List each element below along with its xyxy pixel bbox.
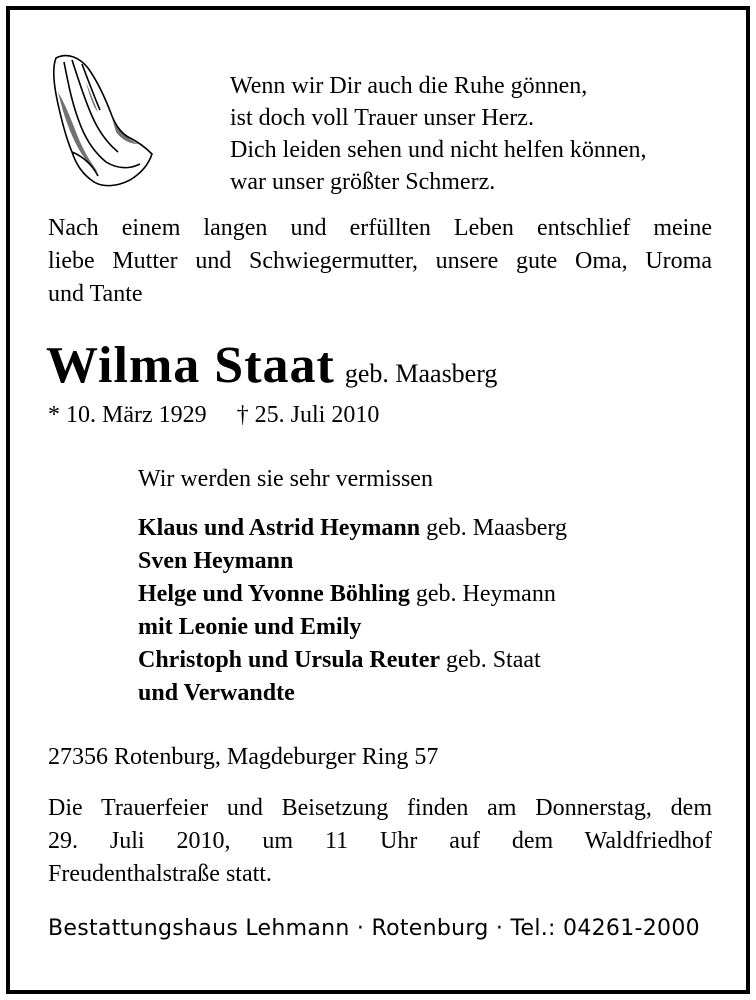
miss-statement: Wir werden sie sehr vermissen — [138, 466, 433, 492]
service-details — [48, 792, 712, 891]
funeral-home-footer: Bestattungshaus Lehmann · Rotenburg · Tel.: 04261-2000 — [48, 916, 700, 941]
announcement-line: liebe Mutter und Schwiegermutter, unsere gute Oma, Uroma — [48, 248, 712, 274]
memorial-poem — [230, 70, 647, 198]
maiden-name: geb. Maasberg — [344, 359, 498, 388]
mourner-note: geb. Maasberg — [420, 515, 567, 541]
mourner-entry — [138, 644, 567, 677]
mourner-name: Sven Heymann — [138, 548, 294, 574]
poem-line: Wenn wir Dir auch die Ruhe gönnen, — [230, 73, 588, 99]
mourner-name: und Verwandte — [138, 680, 295, 706]
poem-line: ist doch voll Trauer unser Herz. — [230, 105, 534, 131]
mourner-entry — [138, 545, 567, 578]
mourner-entry — [138, 677, 567, 710]
service-line: 29. Juli 2010, um 11 Uhr auf dem Waldfriedhof — [48, 828, 712, 854]
mourner-name: Klaus und Astrid Heymann — [138, 515, 421, 541]
announcement-line: Nach einem langen und erfüllten Leben entschlief meine — [48, 215, 712, 241]
poem-line: Dich leiden sehen und nicht helfen können, — [230, 137, 647, 163]
service-line: Freudenthalstraße statt. — [48, 861, 272, 887]
mourner-name: Christoph und Ursula Reuter — [138, 647, 441, 673]
poem-line: war unser größter Schmerz. — [230, 169, 496, 195]
announcement-line: und Tante — [48, 281, 143, 307]
announcement-text — [48, 212, 712, 311]
mourner-note: geb. Heymann — [409, 581, 556, 607]
mourner-note: geb. Staat — [440, 647, 541, 673]
life-dates — [48, 402, 379, 429]
family-address: 27356 Rotenburg, Magdeburger Ring 57 — [48, 744, 439, 770]
praying-hands-icon — [42, 52, 154, 188]
mourner-entry — [138, 512, 567, 545]
deceased-name: Wilma Staat — [46, 337, 335, 394]
deceased-heading — [46, 336, 497, 395]
death-date: † 25. Juli 2010 — [236, 402, 380, 428]
birth-date: * 10. März 1929 — [48, 402, 207, 428]
mourner-entry — [138, 578, 567, 611]
service-line: Die Trauerfeier und Beisetzung finden am Donnerstag, dem — [48, 795, 712, 821]
mourners-list — [138, 512, 567, 710]
mourner-name: Helge und Yvonne Böhling — [138, 581, 410, 607]
mourner-entry — [138, 611, 567, 644]
mourner-name: mit Leonie und Emily — [138, 614, 362, 640]
